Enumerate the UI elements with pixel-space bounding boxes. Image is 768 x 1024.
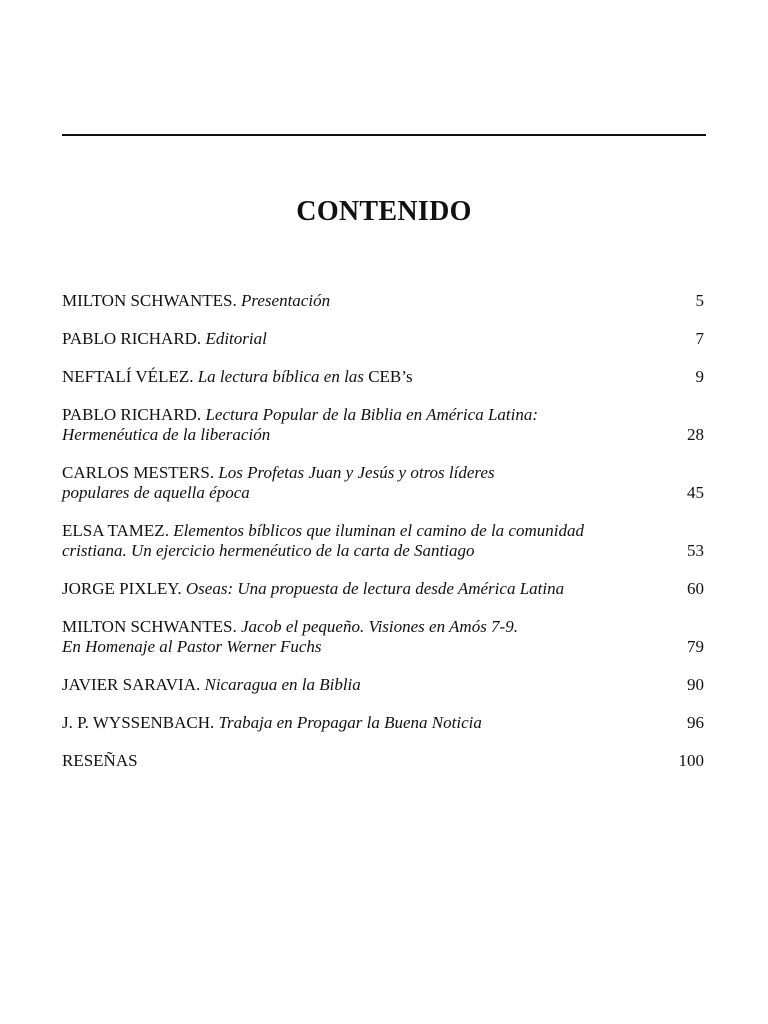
toc-entry (62, 713, 704, 733)
entry-section-label: RESEÑAS (62, 751, 138, 770)
entry-title: Trabaja en Propagar la Buena Noticia (218, 713, 482, 732)
toc-entry (62, 405, 704, 445)
toc-entry (62, 521, 704, 561)
entry-title: Jacob el pequeño. Visiones en Amós 7-9. (241, 617, 518, 636)
entry-title: Elementos bíblicos que iluminan el camino de la comunidad (173, 521, 584, 540)
entry-title: Lectura Popular de la Biblia en América Latina: (205, 405, 539, 424)
entry-title: Oseas: Una propuesta de lectura desde América Latina (185, 579, 565, 598)
entry-title-continued: cristiana. Un ejercicio hermenéutico de la carta de Santiago (62, 541, 475, 560)
toc-entry-text (62, 291, 662, 311)
entry-page-number: 53 (687, 541, 704, 560)
toc-entry-text (62, 463, 662, 503)
page-title: CONTENIDO (296, 196, 472, 227)
entry-author: ELSA TAMEZ. (62, 521, 169, 540)
toc-entry-text (62, 367, 662, 387)
entry-author: J. P. WYSSENBACH. (62, 713, 215, 732)
entry-page-number: 96 (687, 713, 704, 732)
entry-author: MILTON SCHWANTES. (62, 291, 237, 310)
toc-entry-text (62, 579, 662, 599)
entry-page-number: 79 (687, 637, 704, 656)
entry-author: JORGE PIXLEY. (62, 579, 182, 598)
table-of-contents (62, 291, 704, 789)
toc-entry-text (62, 521, 662, 561)
entry-page-number: 7 (695, 329, 704, 348)
entry-title: Nicaragua en la Biblia (204, 675, 361, 694)
entry-author: CARLOS MESTERS. (62, 463, 215, 482)
toc-entry (62, 291, 704, 311)
entry-page-number: 90 (687, 675, 704, 694)
toc-entry-text (62, 713, 662, 733)
toc-entry-text (62, 751, 662, 771)
entry-author: PABLO RICHARD. (62, 329, 202, 348)
entry-page-number: 5 (695, 291, 704, 310)
toc-entry-text (62, 405, 662, 445)
entry-author: JAVIER SARAVIA. (62, 675, 201, 694)
entry-title: Editorial (205, 329, 267, 348)
entry-author: NEFTALÍ VÉLEZ. (62, 367, 194, 386)
entry-page-number: 100 (678, 751, 704, 770)
entry-title-abbrev: CEB’s (368, 367, 413, 386)
toc-entry (62, 463, 704, 503)
entry-author: PABLO RICHARD. (62, 405, 202, 424)
entry-title: Los Profetas Juan y Jesús y otros líderes (218, 463, 495, 482)
entry-title-continued: En Homenaje al Pastor Werner Fuchs (62, 637, 322, 656)
entry-page-number: 9 (695, 367, 704, 386)
toc-entry (62, 675, 704, 695)
entry-author: MILTON SCHWANTES. (62, 617, 237, 636)
top-rule (62, 134, 706, 136)
entry-title-continued: Hermenéutica de la liberación (62, 425, 271, 444)
entry-page-number: 28 (687, 425, 704, 444)
toc-entry (62, 617, 704, 657)
toc-entry (62, 367, 704, 387)
toc-entry (62, 579, 704, 599)
toc-entry-text (62, 617, 662, 657)
toc-entry (62, 751, 704, 771)
entry-page-number: 60 (687, 579, 704, 598)
toc-entry (62, 329, 704, 349)
toc-entry-text (62, 329, 662, 349)
entry-page-number: 45 (687, 483, 704, 502)
toc-entry-text (62, 675, 662, 695)
entry-title: La lectura bíblica en las (197, 367, 364, 386)
entry-title-continued: populares de aquella época (62, 483, 250, 502)
entry-title: Presentación (241, 291, 331, 310)
